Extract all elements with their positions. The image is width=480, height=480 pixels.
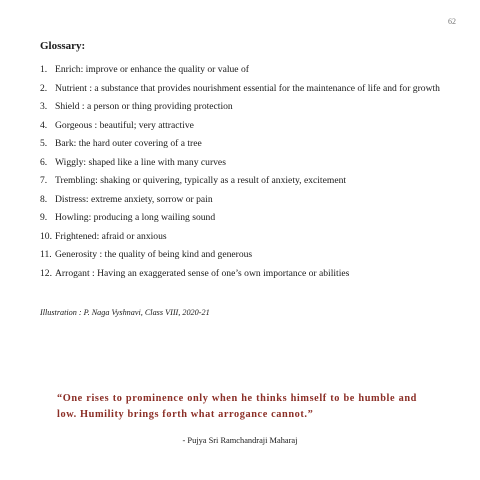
glossary-item-text: Wiggly: shaped like a line with many curves: [55, 156, 226, 168]
glossary-item-text: Nutrient : a substance that provides nourishment essential for the maintenance of life and for growth: [55, 82, 440, 94]
glossary-item-text: Trembling: shaking or quivering, typically as a result of anxiety, excitement: [55, 175, 347, 186]
glossary-item: [40, 117, 450, 136]
glossary-item-number: 10.: [40, 230, 52, 242]
glossary-item-number: 5.: [40, 138, 48, 149]
glossary-item-text: Arrogant : Having an exaggerated sense of one’s own importance or abilities: [55, 267, 350, 279]
illustration-credit: Illustration : P. Naga Vyshnavi, Class VIII, 2020-21: [40, 308, 210, 317]
glossary-item-number: 7.: [40, 175, 48, 186]
glossary-item: [40, 154, 450, 173]
glossary-item-text: Frightened: afraid or anxious: [55, 230, 167, 242]
glossary-list: [40, 61, 450, 283]
glossary-item: [40, 61, 450, 80]
quote-author: - Pujya Sri Ramchandraji Maharaj: [182, 436, 298, 445]
glossary-item-text: Generosity : the quality of being kind and generous: [55, 249, 253, 260]
glossary-item: [40, 191, 450, 210]
glossary-item-number: 9.: [40, 212, 48, 223]
glossary-item: [40, 246, 450, 265]
glossary-item-number: 3.: [40, 101, 48, 112]
glossary-item-text: Enrich: improve or enhance the quality or value of: [55, 64, 249, 75]
glossary-item: [40, 228, 450, 247]
glossary-item-number: 12.: [40, 267, 52, 279]
glossary-item-text: Gorgeous : beautiful; very attractive: [55, 119, 194, 131]
glossary-item-text: Howling: producing a long wailing sound: [55, 212, 216, 223]
glossary-item: [40, 98, 450, 117]
glossary-item-number: 6.: [40, 156, 48, 168]
glossary-item: [40, 209, 450, 228]
glossary-item: [40, 172, 450, 191]
glossary-item: [40, 135, 450, 154]
glossary-item-text: Shield : a person or thing providing protection: [55, 101, 233, 112]
glossary-item-text: Bark: the hard outer covering of a tree: [55, 138, 202, 149]
glossary-item: [40, 265, 450, 284]
glossary-item-number: 4.: [40, 119, 48, 131]
glossary-item-number: 8.: [40, 193, 48, 205]
glossary-item-number: 1.: [40, 64, 48, 75]
glossary-item-number: 2.: [40, 82, 48, 94]
page-number: 62: [448, 17, 456, 26]
glossary-title: Glossary:: [40, 40, 86, 52]
quote-text: “One rises to prominence only when he thinks himself to be humble and low. Humility brings forth what arrogance cannot.”: [57, 393, 417, 420]
glossary-item: [40, 80, 450, 99]
glossary-item-text: Distress: extreme anxiety, sorrow or pain: [55, 193, 213, 205]
glossary-item-number: 11.: [40, 249, 52, 260]
